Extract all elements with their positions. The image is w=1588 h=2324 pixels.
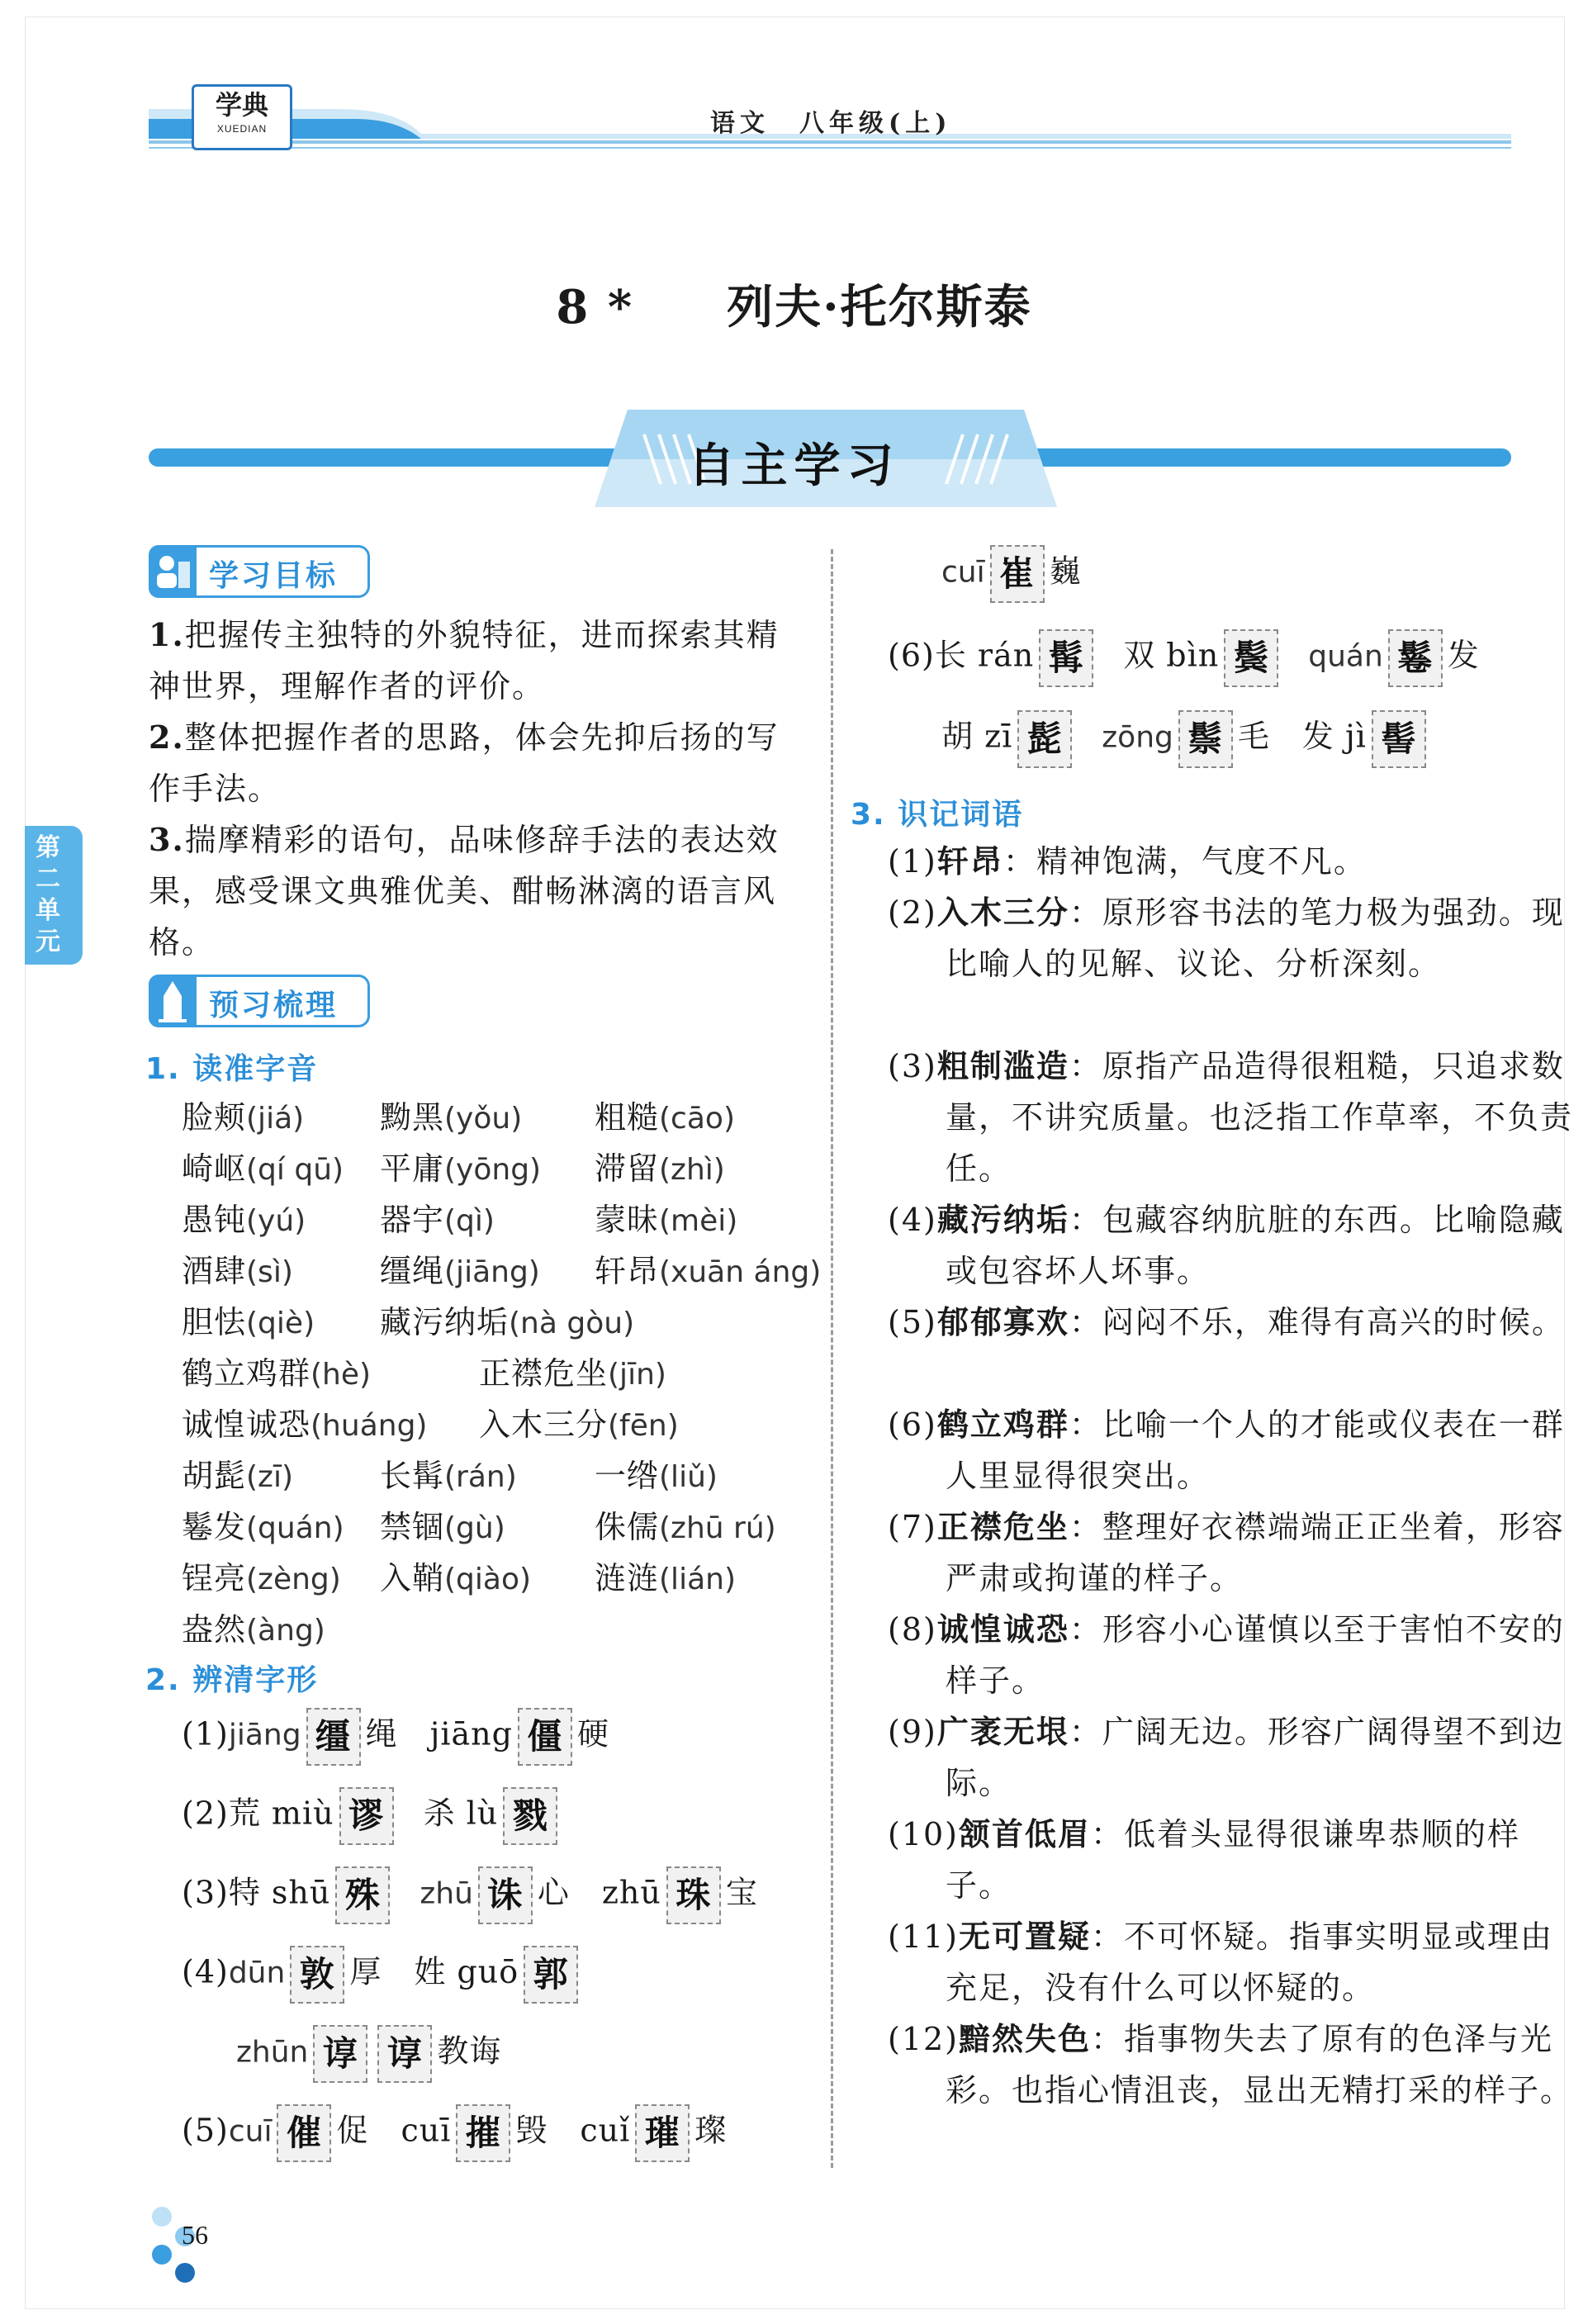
vocab-heading: 3. 识记词语 (851, 798, 1024, 832)
text: 教诲 (437, 2032, 502, 2070)
text: 杀 lù (423, 1795, 499, 1832)
vocab-term: 诚惶诚恐 (936, 1610, 1069, 1648)
pinyin: (liǔ) (659, 1460, 718, 1494)
answer-box: 缰 (306, 1708, 361, 1766)
vocab-item (888, 1911, 1573, 2013)
word: 酒肆 (182, 1253, 247, 1289)
text: 胡 zī (941, 718, 1013, 755)
shape-row (941, 545, 1082, 603)
shape-row (182, 1787, 562, 1845)
goals-badge-label: 学习目标 (209, 559, 339, 593)
answer-box: 髯 (1039, 629, 1093, 687)
answer-box: 戮 (503, 1787, 557, 1845)
text: (2) (182, 1795, 229, 1832)
answer-box: 崔 (990, 545, 1045, 603)
text: jiāng (228, 1718, 301, 1752)
word: 诚惶诚恐 (182, 1406, 311, 1443)
text: 宝 (725, 1874, 758, 1911)
student-icon (149, 545, 197, 598)
pinyin: (cāo) (659, 1102, 735, 1136)
side-char: 二 (36, 865, 60, 894)
pinyin: (yōng) (444, 1153, 542, 1187)
pinyin: (huáng) (310, 1409, 428, 1443)
side-char: 元 (36, 927, 60, 956)
answer-box: 殊 (335, 1866, 390, 1924)
vocab-item (888, 1041, 1573, 1194)
vocab-item (888, 1604, 1573, 1706)
pinyin: (mèi) (659, 1204, 738, 1238)
pinyin: (zī) (246, 1460, 294, 1494)
pron-row (182, 1553, 341, 1598)
goal-item (149, 814, 809, 968)
text: 璨 (694, 2112, 728, 2149)
logo-text-cn: 学典 (215, 89, 268, 121)
side-char: 第 (36, 833, 60, 862)
hex-dot-icon (175, 2263, 195, 2283)
word: 侏儒 (595, 1509, 660, 1545)
pinyin: (qí qū) (246, 1153, 344, 1187)
shape-row (182, 1866, 758, 1924)
pron-row (380, 1501, 505, 1547)
word: 鹤立鸡群 (182, 1355, 311, 1392)
preview-badge (149, 975, 370, 1027)
pinyin: (zhū rú) (659, 1511, 776, 1545)
pencil-icon (149, 975, 197, 1027)
word: 崎岖 (182, 1150, 247, 1187)
goal-text: 把握传主独特的外貌特征，进而探索其精神世界，理解作者的评价。 (149, 617, 780, 704)
vocab-definition: ：形容小心谨慎以至于害怕不安的样子。 (946, 1611, 1565, 1699)
vocab-number: (3) (888, 1048, 937, 1084)
text: cuī (941, 555, 985, 590)
word: 黝黑 (380, 1099, 445, 1136)
goal-item (149, 609, 809, 712)
vocab-term: 广袤无垠 (936, 1713, 1069, 1750)
pinyin: (yǒu) (444, 1102, 523, 1136)
text: 厚 姓 guō (349, 1953, 519, 1990)
vocab-item (888, 2013, 1573, 2116)
vocab-item (888, 1399, 1573, 1501)
pron-row (479, 1399, 679, 1444)
goal-item (149, 712, 809, 814)
text: zōng (1102, 720, 1173, 755)
pron-row (182, 1450, 293, 1496)
pinyin: (fēn) (608, 1409, 679, 1443)
text: 绳 jiāng (365, 1715, 513, 1752)
vocab-item (888, 1501, 1573, 1604)
shape-heading: 2. 辨清字形 (145, 1663, 319, 1697)
vocab-number: (6) (888, 1406, 937, 1443)
vocab-term: 入木三分 (936, 894, 1069, 931)
word: 器宇 (380, 1202, 445, 1238)
vocab-term: 颔首低眉 (959, 1815, 1092, 1852)
pinyin: (qiè) (246, 1307, 315, 1340)
shape-row (236, 2025, 501, 2083)
vocab-definition: ：比喻一个人的才能或仪表在一群人里显得很突出。 (946, 1406, 1565, 1494)
pinyin: (gù) (444, 1511, 505, 1545)
goal-text: 揣摩精彩的语句，品味修辞手法的表达效果，感受课文典雅优美、酣畅淋漓的语言风格。 (149, 822, 780, 960)
header-rule-thin (149, 147, 1511, 149)
answer-box: 谆 (377, 2025, 432, 2083)
pron-row (380, 1245, 540, 1291)
text: (5) (182, 2112, 229, 2149)
pron-row (182, 1604, 325, 1649)
word: 愚钝 (182, 1202, 247, 1238)
pron-row (182, 1297, 315, 1342)
word: 滞留 (595, 1150, 660, 1187)
answer-box: 珠 (666, 1866, 721, 1924)
pron-row (595, 1194, 737, 1240)
answer-box: 催 (277, 2104, 331, 2162)
pron-row (595, 1092, 735, 1137)
answer-box: 鬓 (1224, 629, 1278, 687)
vocab-term: 鹤立鸡群 (936, 1406, 1069, 1443)
word: 盎然 (182, 1611, 247, 1648)
text: (4) (182, 1953, 229, 1990)
lesson-number: 8 * (556, 280, 634, 334)
vocab-item (888, 1297, 1573, 1348)
word: 锃亮 (182, 1560, 247, 1596)
lesson-title (0, 271, 1588, 337)
vocab-definition: ：整理好衣襟端端正正坐着，形容严肃或拘谨的样子。 (946, 1509, 1565, 1596)
pron-row (182, 1399, 427, 1444)
vocab-term: 郁郁寡欢 (936, 1303, 1069, 1340)
word: 入木三分 (479, 1406, 609, 1443)
header-rule (149, 140, 1511, 144)
answer-box: 诛 (478, 1866, 533, 1924)
section-banner: 自主学习 (688, 439, 900, 493)
pron-row (182, 1501, 344, 1547)
vocab-term: 正襟危坐 (936, 1508, 1069, 1545)
vocab-term: 黯然失色 (959, 2020, 1092, 2057)
pinyin: (àng) (246, 1614, 325, 1648)
vocab-definition: ：指事物失去了原有的色泽与光彩。也指心情沮丧，显出无精打采的样子。 (946, 2021, 1574, 2108)
preview-badge-label: 预习梳理 (209, 989, 339, 1022)
vocab-definition: ：广阔无边。形容广阔得望不到边际。 (946, 1714, 1565, 1801)
word: 长髯 (380, 1458, 445, 1494)
text: (1) (182, 1715, 229, 1752)
pinyin: (zèng) (246, 1563, 341, 1596)
word: 鬈发 (182, 1509, 247, 1545)
pron-row (595, 1501, 776, 1547)
vocab-number: (7) (888, 1509, 937, 1545)
hex-dot-icon (152, 2245, 172, 2265)
lesson-name: 列夫·托尔斯泰 (727, 280, 1032, 334)
pinyin: (qì) (444, 1204, 495, 1238)
pinyin: (xuān áng) (659, 1255, 822, 1289)
vocab-definition: ：闷闷不乐，难得有高兴的时候。 (1069, 1304, 1565, 1340)
word: 缰绳 (380, 1253, 445, 1289)
answer-box: 鬃 (1178, 710, 1233, 768)
word: 脸颊 (182, 1099, 247, 1136)
pron-row (595, 1450, 718, 1496)
pinyin: (hè) (310, 1358, 372, 1392)
vocab-term: 无可置疑 (959, 1918, 1092, 1955)
word: 一绺 (595, 1458, 660, 1494)
vocab-definition: ：不可怀疑。指事实明显或理由充足，没有什么可以怀疑的。 (946, 1918, 1554, 2006)
pinyin: (quán) (246, 1511, 344, 1545)
word: 粗糙 (595, 1099, 660, 1136)
shape-row (182, 1708, 609, 1766)
text: zhūn (236, 2035, 309, 2070)
text: 毁 cuǐ (515, 2112, 631, 2149)
answer-box: 鬈 (1388, 629, 1443, 687)
text: quán (1308, 639, 1383, 674)
pron-row (380, 1092, 522, 1137)
pinyin: (sì) (246, 1255, 293, 1289)
pinyin: (zhì) (659, 1153, 725, 1187)
vocab-number: (12) (888, 2021, 960, 2057)
text: (3) (182, 1874, 229, 1911)
vocab-number: (5) (888, 1304, 937, 1340)
text: 荒 miù (228, 1795, 334, 1832)
vocab-number: (10) (888, 1816, 960, 1852)
answer-box: 郭 (524, 1946, 578, 2004)
goal-number: 2. (149, 719, 185, 756)
pron-row (479, 1348, 666, 1393)
pron-row (182, 1092, 304, 1137)
vocab-number: (9) (888, 1714, 937, 1750)
pinyin: (nà gòu) (509, 1307, 635, 1340)
pinyin: (jiá) (246, 1102, 305, 1136)
vocab-item (888, 836, 1573, 887)
answer-box: 僵 (518, 1708, 572, 1766)
pinyin: (yú) (246, 1204, 306, 1238)
text: 硬 (576, 1715, 609, 1752)
shape-row (941, 710, 1431, 768)
text: 促 cuī (336, 2112, 452, 2149)
pron-row (380, 1143, 541, 1188)
word: 正襟危坐 (479, 1355, 609, 1392)
vocab-definition: ：原形容书法的笔力极为强劲。现比喻人的见解、议论、分析深刻。 (946, 894, 1565, 982)
text: dūn (228, 1956, 286, 1990)
word: 蒙昧 (595, 1202, 660, 1238)
vocab-number: (1) (888, 843, 937, 880)
vocab-item (888, 1706, 1573, 1809)
shape-row (888, 629, 1480, 687)
pinyin: (rán) (444, 1460, 517, 1494)
text: (6) (888, 637, 935, 674)
vocab-term: 藏污纳垢 (936, 1201, 1069, 1238)
text: zhū (420, 1876, 473, 1911)
answer-box: 谬 (339, 1787, 394, 1845)
pron-row (182, 1245, 293, 1291)
text: 特 shū (228, 1874, 331, 1911)
answer-box: 髭 (1017, 710, 1072, 768)
answer-box: 敦 (290, 1946, 344, 2004)
vocab-number: (4) (888, 1202, 937, 1238)
vocab-definition: ：包藏容纳肮脏的东西。比喻隐藏或包容坏人坏事。 (946, 1202, 1565, 1289)
goal-text: 整体把握作者的思路，体会先抑后扬的写作手法。 (149, 719, 780, 807)
pron-heading: 1. 读准字音 (145, 1052, 319, 1086)
text: 心 zhū (537, 1874, 661, 1911)
goal-number: 3. (149, 821, 185, 858)
text: 双 bìn (1123, 637, 1220, 674)
text: 长 rán (934, 637, 1035, 674)
word: 胆怯 (182, 1304, 247, 1340)
pinyin: (jiāng) (444, 1255, 540, 1289)
vocab-number: (11) (888, 1918, 960, 1955)
pinyin: (jīn) (608, 1358, 666, 1392)
goals-badge (149, 545, 370, 598)
word: 藏污纳垢 (380, 1304, 510, 1340)
pron-row (380, 1553, 531, 1598)
vocab-term: 粗制滥造 (936, 1047, 1069, 1084)
side-char: 单 (36, 896, 60, 925)
word: 禁锢 (380, 1509, 445, 1545)
column-divider (831, 549, 833, 2168)
unit-side-label (31, 832, 64, 958)
book-title: 语文 八年级(上) (710, 109, 952, 138)
hex-dot-icon (152, 2207, 172, 2227)
pron-row (182, 1194, 306, 1240)
vocab-term: 轩昂 (936, 842, 1003, 880)
word: 轩昂 (595, 1253, 660, 1289)
pron-row (380, 1297, 634, 1342)
answer-box: 璀 (635, 2104, 690, 2162)
pron-row (595, 1553, 736, 1598)
answer-box: 髻 (1372, 710, 1426, 768)
vocab-definition: ：精神饱满，气度不凡。 (1003, 843, 1367, 880)
goal-number: 1. (149, 616, 185, 653)
vocab-item (888, 1194, 1573, 1297)
answer-box: 摧 (456, 2104, 510, 2162)
word: 入鞘 (380, 1560, 445, 1596)
vocab-number: (2) (888, 894, 937, 931)
vocab-item (888, 887, 1573, 989)
text: 巍 (1049, 553, 1082, 590)
pron-row (380, 1194, 495, 1240)
logo-text-en: XUEDIAN (216, 123, 268, 135)
vocab-definition: ：低着头显得很谦卑恭顺的样子。 (946, 1816, 1521, 1904)
shape-row (182, 2104, 727, 2162)
pinyin: (qiào) (444, 1563, 532, 1596)
page-number: 56 (182, 2220, 208, 2250)
pinyin: (lián) (659, 1563, 736, 1596)
text: 毛 发 jì (1237, 718, 1367, 755)
pron-row (182, 1348, 371, 1393)
word: 平庸 (380, 1150, 445, 1187)
vocab-definition: ：原指产品造得很粗糙，只追求数量，不讲究质量。也泛指工作草率，不负责任。 (946, 1048, 1574, 1187)
word: 涟涟 (595, 1560, 660, 1596)
word: 胡髭 (182, 1458, 247, 1494)
answer-box: 谆 (313, 2025, 367, 2083)
shape-row (182, 1946, 583, 2004)
pron-row (380, 1450, 517, 1496)
vocab-number: (8) (888, 1611, 937, 1648)
pron-row (182, 1143, 344, 1188)
pron-row (595, 1143, 725, 1188)
text: cuī (228, 2114, 273, 2149)
pron-row (595, 1245, 821, 1291)
vocab-item (888, 1809, 1573, 1911)
text: 发 (1447, 637, 1480, 674)
publisher-logo (192, 84, 292, 150)
